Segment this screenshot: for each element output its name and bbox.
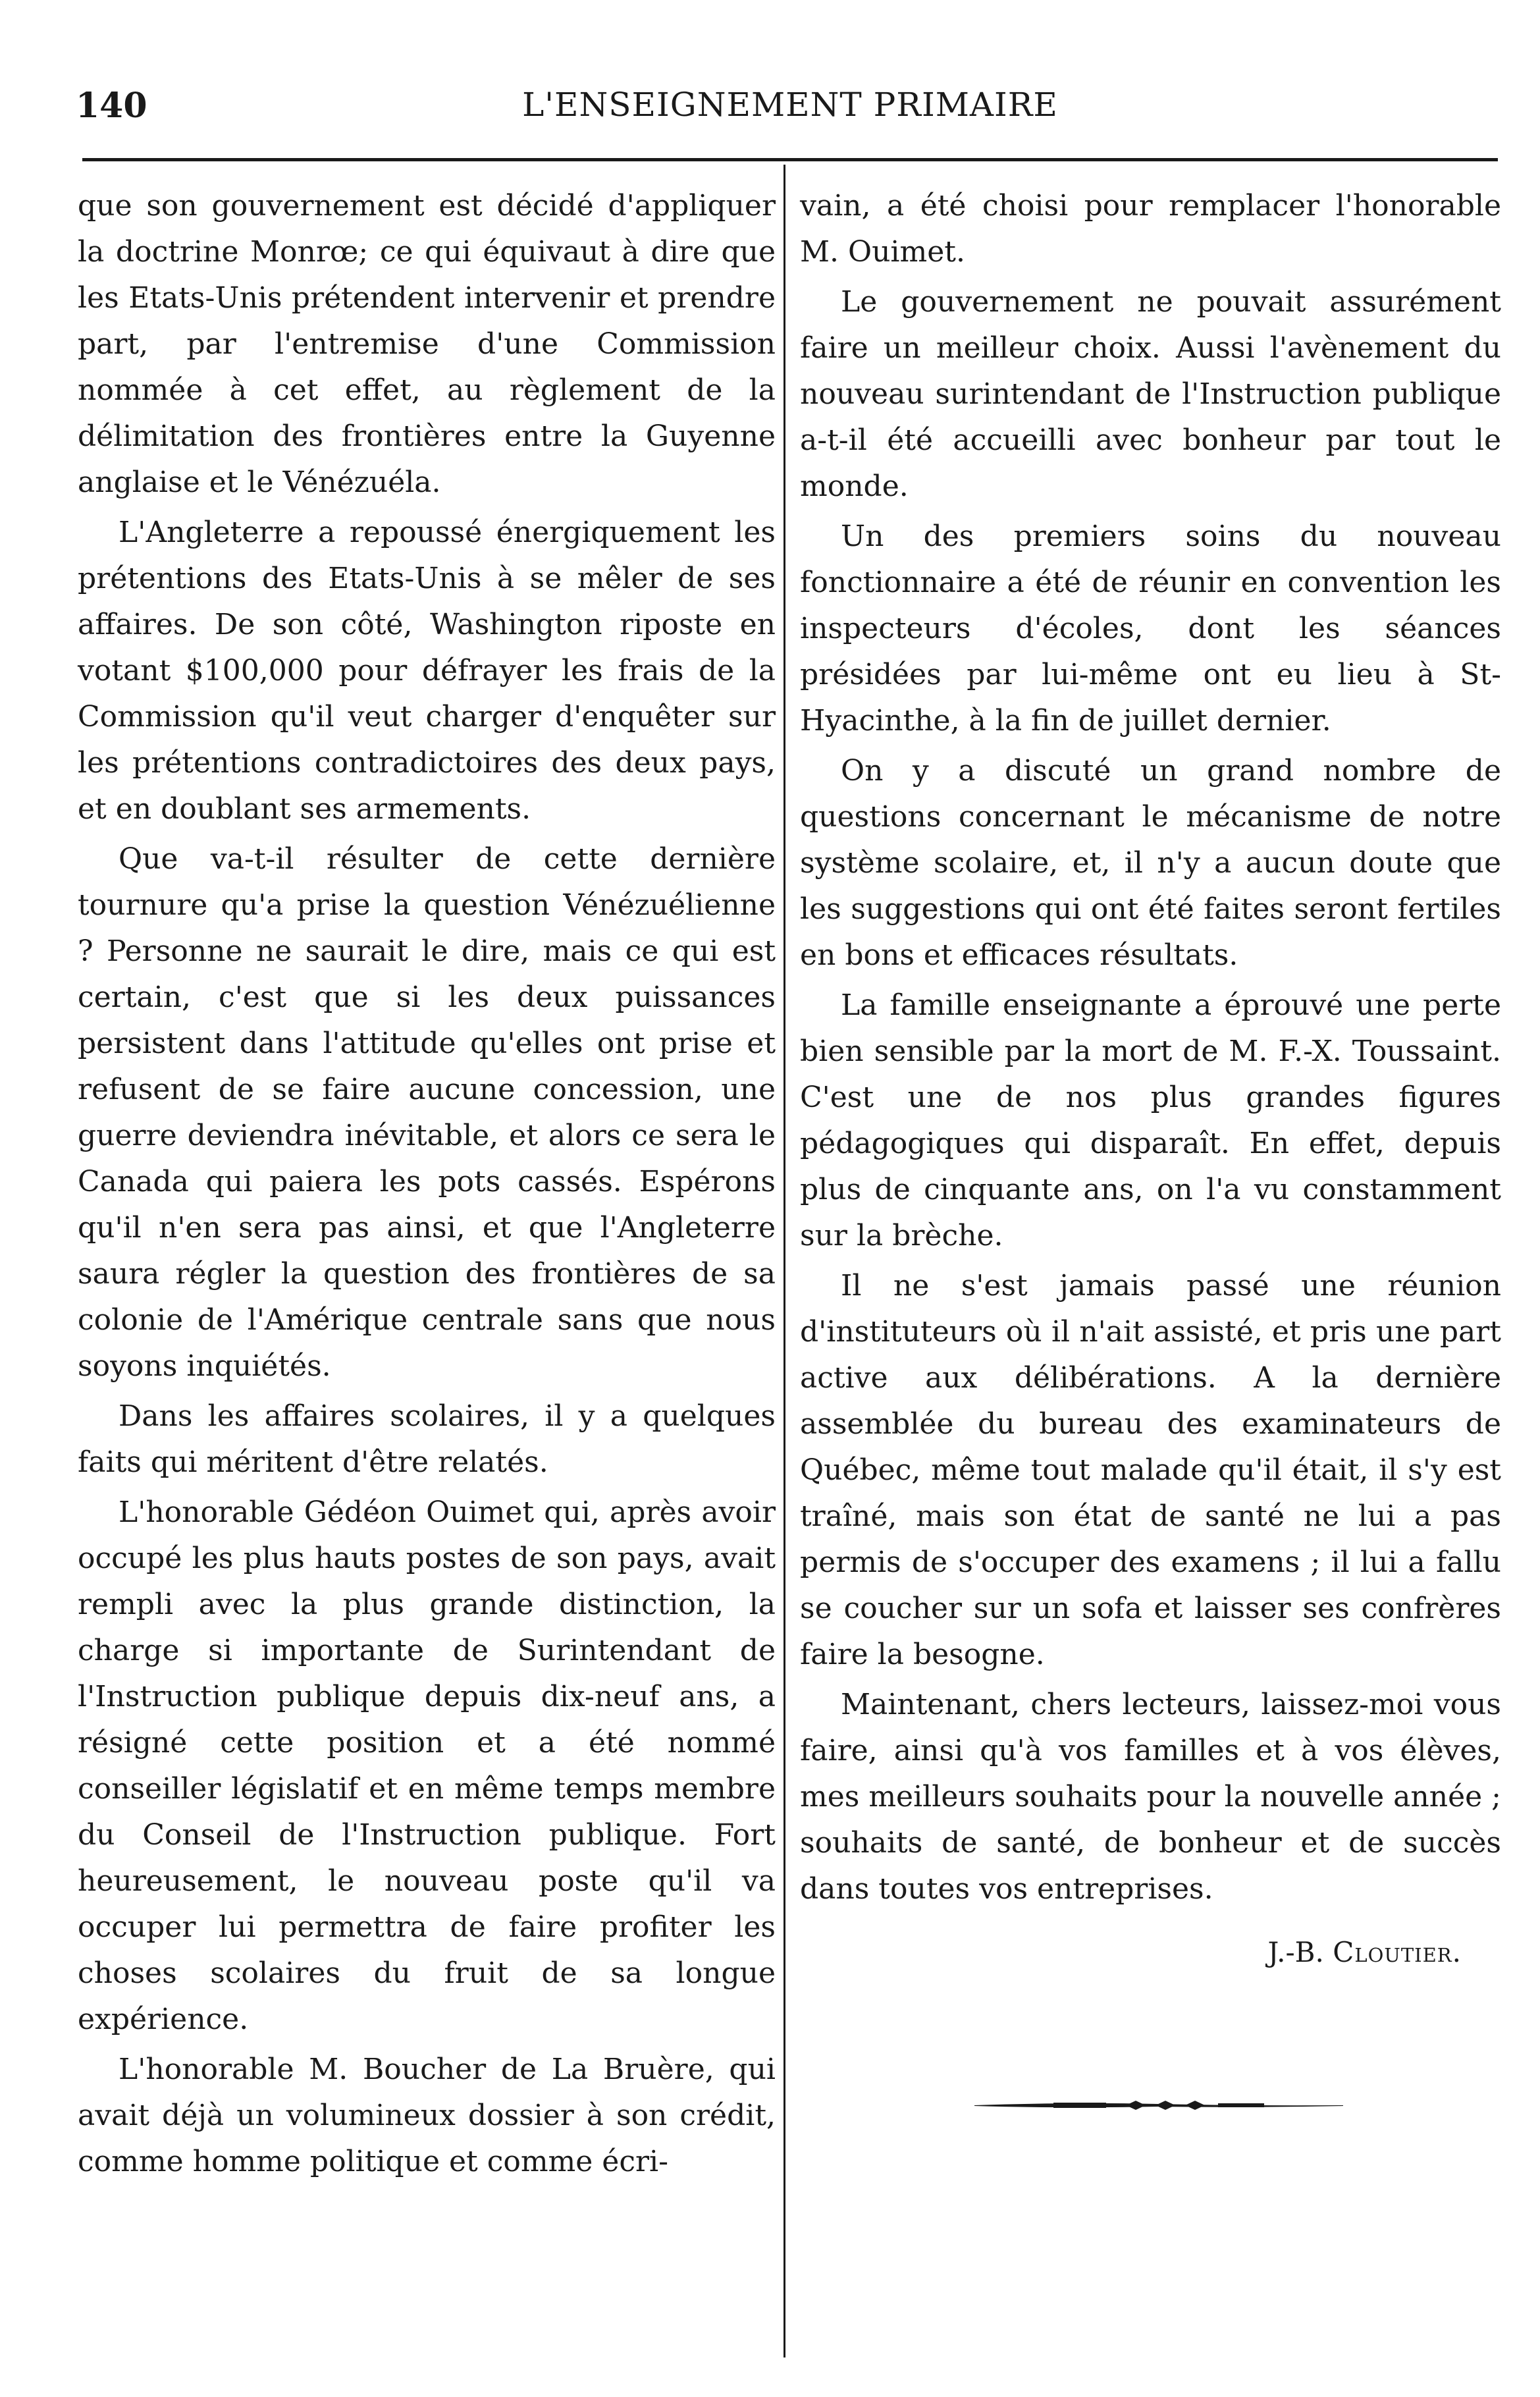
paragraph: On y a discuté un grand nombre de questions concernant le mécanisme de notre système scolaire, et, il n'y a aucun doute que les suggestions qui ont été faites seront fertiles en bons et efficaces résultats. — [800, 754, 1501, 972]
decorative-rule-icon — [974, 2097, 1343, 2113]
paragraph: Dans les affaires scolaires, il y a quelques faits qui méritent d'être relatés. — [78, 1399, 776, 1479]
paragraph: L'honorable Gédéon Ouimet qui, après avoir occupé les plus hauts postes de son pays, avait rempli avec la plus grande distinction, la charge si importante de Surintendant de l'Instruction publique depuis dix-neuf ans, a résigné cette position et a été nommé conseiller législatif et en même temps membre du Conseil de l'Instruction publique. Fort heureusement, le nouveau poste qu'il va occuper lui permettra de faire profiter les choses scolaires du fruit de sa longue expérience. — [78, 1495, 776, 2036]
left-column — [78, 183, 776, 2189]
paragraph: Un des premiers soins du nouveau fonctionnaire a été de réunir en convention les inspecteurs d'écoles, dont les séances présidées par lui-même ont eu lieu à St-Hyacinthe, à la fin de juillet dernier. — [800, 520, 1501, 738]
paragraph: vain, a été choisi pour remplacer l'honorable M. Ouimet. — [800, 189, 1501, 269]
paragraph: L'Angleterre a repoussé énergiquement les prétentions des Etats-Unis à se mêler de ses affaires. De son côté, Washington riposte en votant $100,000 pour défrayer les frais de la Commission qu'il veut charger d'enquêter sur les prétentions contradictoires des deux pays, et en doublant ses armements. — [78, 516, 776, 826]
paragraph: L'honorable M. Boucher de La Bruère, qui avait déjà un volumineux dossier à son crédit, comme homme politique et comme écri- — [78, 2053, 776, 2178]
column-divider — [783, 165, 785, 2357]
paragraph: La famille enseignante a éprouvé une perte bien sensible par la mort de M. F.-X. Toussaint. C'est une de nos plus grandes figures pédagogiques qui disparaît. En effet, depuis plus de cinquante ans, on l'a vu constamment sur la brèche. — [800, 988, 1501, 1252]
right-column — [800, 183, 1501, 1976]
paragraph: Il ne s'est jamais passé une réunion d'instituteurs où il n'ait assisté, et pris une part active aux délibérations. A la dernière assemblée du bureau des examinateurs de Québec, même tout malade qu'il était, il s'y est traîné, mais son état de santé ne lui a pas permis de s'occuper des examens ; il lui a fallu se coucher sur un sofa et laisser ses confrères faire la besogne. — [800, 1269, 1501, 1671]
header-rule — [82, 158, 1498, 161]
page-number: 140 — [76, 86, 147, 126]
signature-surname: Cloutier. — [1333, 1936, 1462, 1968]
signature-initials: J.-B. — [1267, 1936, 1324, 1968]
paragraph: Le gouvernement ne pouvait assurément faire un meilleur choix. Aussi l'avènement du nouveau surintendant de l'Instruction publique a-t-il été accueilli avec bonheur par tout le monde. — [800, 285, 1501, 503]
page-header — [76, 86, 1504, 138]
running-title: L'ENSEIGNEMENT PRIMAIRE — [522, 86, 1058, 124]
signature — [800, 1929, 1501, 1976]
paragraph: Maintenant, chers lecteurs, laissez-moi vous faire, ainsi qu'à vos familles et à vos élèves, mes meilleurs souhaits pour la nouvelle année ; souhaits de santé, de bonheur et de succès dans toutes vos entreprises. — [800, 1688, 1501, 1906]
paragraph: Que va-t-il résulter de cette dernière tournure qu'a prise la question Vénézuélienne ? Personne ne saurait le dire, mais ce qui est certain, c'est que si les deux puissances persistent dans l'attitude qu'elles ont prise et refusent de se faire aucune concession, une guerre deviendra inévitable, et alors ce sera le Canada qui paiera les pots cassés. Espérons qu'il n'en sera pas ainsi, et que l'Angleterre saura régler la question des frontières de sa colonie de l'Amérique centrale sans que nous soyons inquiétés. — [78, 842, 776, 1383]
paragraph: que son gouvernement est décidé d'appliquer la doctrine Monrœ; ce qui équivaut à dire que les Etats-Unis prétendent intervenir et prendre part, par l'entremise d'une Commission nommée à cet effet, au règlement de la délimitation des frontières entre la Guyenne anglaise et le Vénézuéla. — [78, 189, 776, 499]
